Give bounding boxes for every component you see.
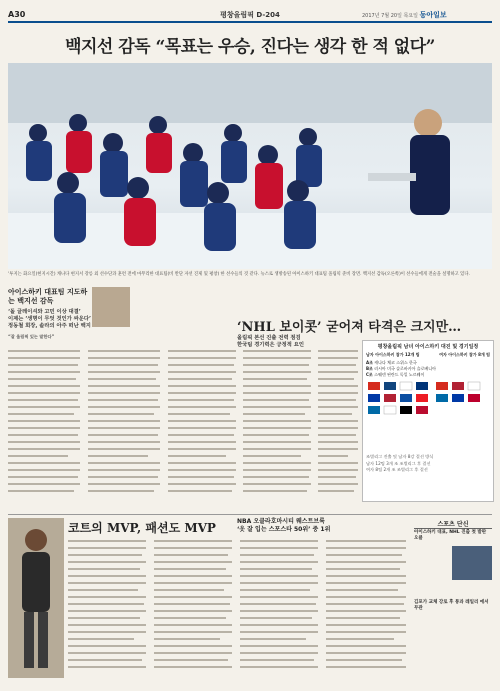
team-name: 한국 [409, 360, 417, 365]
interview-sub2: 이제는 ‘생명이 무엇 것인가 싸운다’ [8, 316, 92, 322]
team-name: 슬로바키아 [396, 366, 416, 371]
team-name: 미국 [387, 366, 395, 371]
team-name: 슬로베니아 [416, 366, 437, 371]
photo-illustration [8, 63, 492, 269]
fashion-illustration [8, 518, 64, 678]
date-text: 2017년 7월 20일 목요일 [362, 13, 419, 19]
team-name: 스위스 [396, 360, 408, 365]
main-headline: 백지선 감독 “목표는 우승, 진다는 생각 한 적 없다” [65, 37, 435, 57]
nhl-headline: ‘NHL 보이콧’ 굳어져 타격은 크지만… [237, 320, 462, 335]
side-item2: 김포가 교체 강로 후 통과 레일리 에서 무관 [414, 600, 489, 611]
infobox-men-label: 남자 아이스하키 참가 12개 팀 [366, 352, 420, 357]
section-label: 평창올림픽 D-204 [220, 11, 280, 19]
nhl-subhead2: 한국팀 경기력은 긍정적 요인 [237, 342, 304, 348]
nba-title-line2: ‘옷 잘 입는 스포스타 50위’ 중 1위 [237, 526, 331, 533]
side-head: 아이스하키 대표, NHL 진출 첫 발판 오클 [414, 530, 487, 541]
team-name: 핀란드 [386, 372, 399, 377]
page-number: A30 [8, 10, 26, 19]
team-name: 체코 [387, 360, 395, 365]
infobox-title: 평창올림픽 남녀 아이스하키 대진 및 경기일정 [377, 344, 479, 350]
header-rule [8, 21, 492, 23]
side-photo [452, 546, 492, 580]
team-name: 스웨덴 [374, 372, 386, 377]
interview-sub1: ‘돌 글레이셔와 고민 이상 대결’ [8, 309, 81, 315]
flag-grid [364, 380, 492, 450]
schedule-infobox [362, 340, 494, 502]
body-text-lines [8, 350, 358, 510]
team-name: 노르웨이 [408, 372, 425, 377]
team-name: 독일 [399, 372, 408, 377]
group-b-label: B조 [366, 366, 373, 371]
group-c-label: C조 [366, 372, 373, 377]
nhl-subhead: 올림픽 본선 진출 전력 점검 [237, 335, 301, 341]
infobox-note: 조별리그 진출 및 남자 8강 결선 방식 [366, 454, 434, 459]
team-name: 캐나다 [374, 360, 386, 365]
fashion-photo [8, 518, 64, 678]
interview-kicker: 아이스하키 대표팀 지도하는 백지선 감독 [8, 287, 88, 305]
bottom-text-lines [68, 540, 408, 680]
photo-caption: ‘투지는 화요일(현지시간) 캐나다 현지서 강릉 외 선수단과 훈련 전에 마무리한 대표팀(비 반단 자선 진제 및 평창) 한 선수들의 것 같다. 뉴스로 생방송된 아이스하키 대표팀 올림픽 준비 장면. 백지선 감독(오른쪽)이 선수들에게 전술을 설명하고 있다. [8, 272, 470, 277]
interview-sub3: 정동철 회장, 솔라의 아주 떠난 백지 [8, 323, 91, 329]
team-name: 러시아 [374, 366, 386, 371]
bottom-headline: 코트의 MVP, 패션도 MVP [68, 521, 216, 535]
interview-lead: “잘 올림픽 있는 말한다” [8, 334, 55, 339]
portrait-image [92, 287, 130, 327]
nba-title-line1: NBA 오클라호마시티 웨스트브룩 [237, 518, 325, 525]
infobox-women-label: 여자 아이스하키 참가 8개 팀 [439, 352, 490, 357]
nba-title [237, 518, 330, 534]
group-c [366, 372, 490, 378]
newspaper-logo: 동아일보 [419, 11, 447, 19]
side-column-title: 스포츠 단신 [414, 519, 492, 529]
group-a-label: A조 [366, 360, 373, 365]
infobox-note: 여자 8팀 2개 조 조별리그 후 결선 [366, 467, 428, 472]
infobox-note: 남자 12팀 3개 조 조별리그 후 결선 [366, 460, 431, 466]
section-divider [8, 514, 492, 515]
team-photo [8, 63, 492, 269]
header-meta [362, 10, 492, 20]
